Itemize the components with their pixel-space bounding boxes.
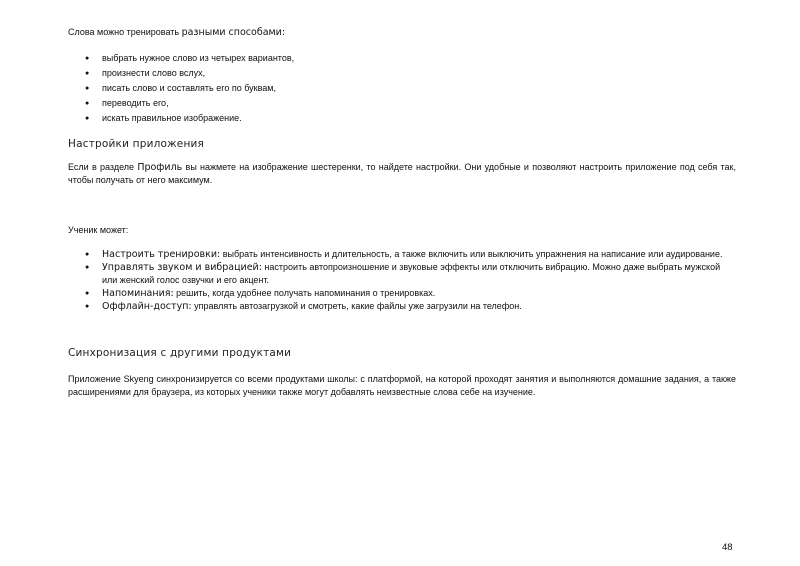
settings-heading: Настройки приложения [68,138,205,150]
list-item [68,287,736,300]
sync-paragraph: Приложение Skyeng синхронизируется со всеми продуктами школы: с платформой, на которой проходят занятия и выполняются домашние задания, а также расширениями для браузера, из которых ученики также могут добавлять неизвестные слова себе на изучение. [68,374,736,397]
intro-text [68,26,736,39]
list-item: ● произнести слово вслух, [68,66,736,81]
list-item: ● писать слово и составлять его по буквам, [68,81,736,96]
item-text: решить, когда удобнее получать напоминания о тренировках. [173,288,436,298]
settings-paragraph [68,161,736,187]
page-number: 48 [722,542,733,553]
list-item: ● выбрать нужное слово из четырех вариантов, [68,51,736,66]
settings-list [68,248,736,313]
item-text: настроить автопроизношение и звуковые эффекты или отключить вибрацию. Можно даже выбрать мужской или женский голос озвучки и его акцент. [102,262,721,285]
para-accent: Профиль [137,162,183,173]
item-title: Оффлайн-доступ: [102,301,192,312]
list-item [68,261,736,287]
intro-plain: Слова можно тренировать [68,27,182,37]
item-text: управлять автозагрузкой и смотреть, какие файлы уже загрузили на телефон. [191,301,522,311]
intro-accent: разными способами: [181,27,286,38]
item-text: выбрать интенсивность и длительность, а также включить или выключить упражнения на написание или аудирование. [220,249,723,259]
student-label: Ученик может: [68,225,129,235]
item-title: Настроить тренировки: [102,249,221,260]
sync-heading: Синхронизация с другими продуктами [68,347,292,359]
methods-list [68,51,736,126]
item-title: Управлять звуком и вибрацией: [102,262,262,273]
list-item [68,300,736,313]
list-item: ● искать правильное изображение. [68,111,736,126]
list-item [68,248,736,261]
list-item: ● переводить его, [68,96,736,111]
para-text: вы нажмете на изображение шестеренки, то найдете настройки. Они удобные и позволяют настроить приложение под себя так, чтобы получать от него максимум. [68,162,736,185]
item-title: Напоминания: [102,288,174,299]
para-text: Если в разделе [68,162,138,172]
